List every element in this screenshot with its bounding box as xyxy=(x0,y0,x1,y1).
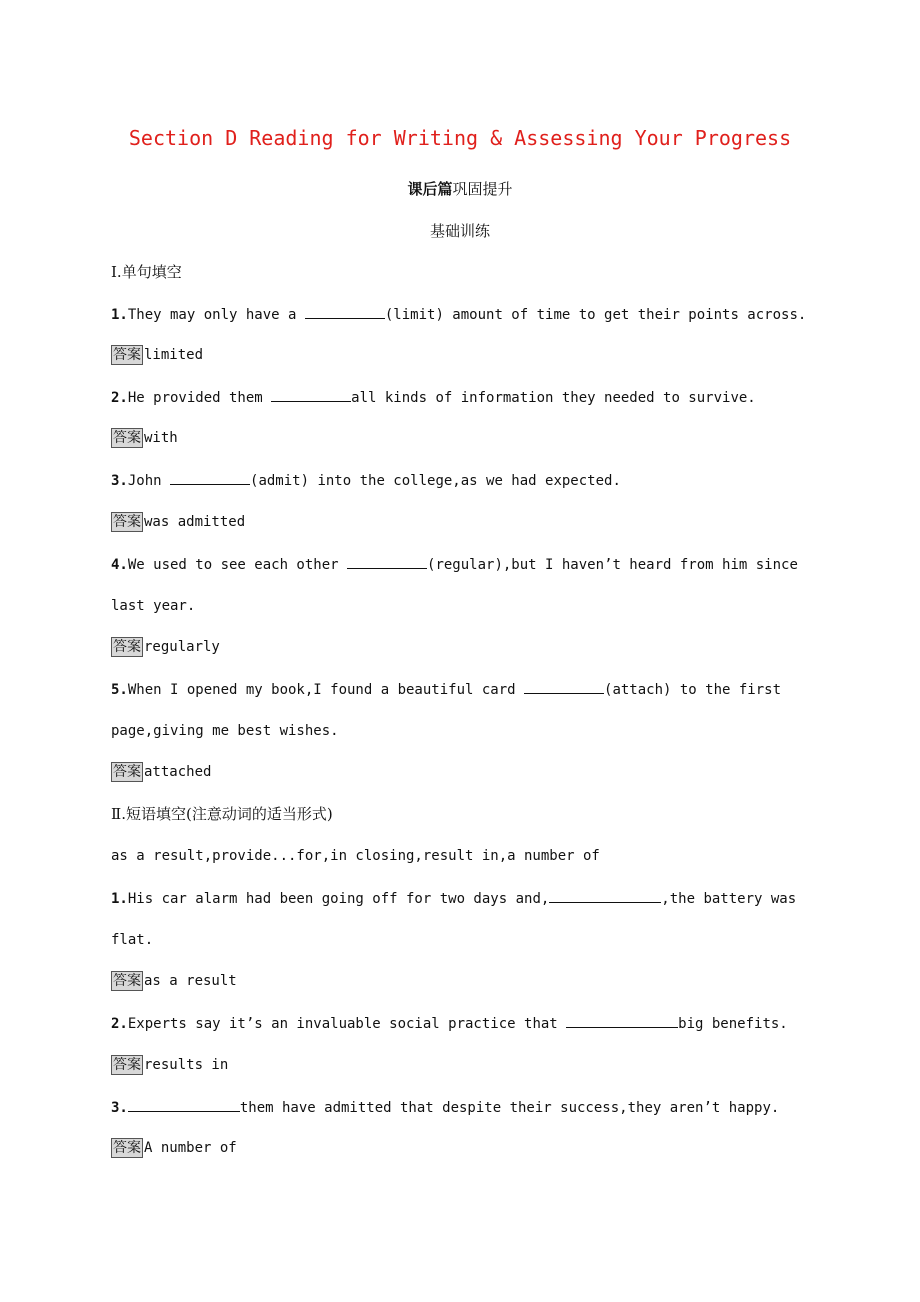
question-2-3 xyxy=(111,1097,779,1118)
question-text-after: (attach) to the first xyxy=(604,682,782,698)
answer-blank xyxy=(549,888,661,903)
question-1-1 xyxy=(111,304,806,325)
answer-badge: 答案 xyxy=(113,764,141,780)
subtitle-bold: 课后篇 xyxy=(407,180,453,198)
part1-heading: Ⅰ.单句填空 xyxy=(111,263,182,281)
page-subtitle xyxy=(0,178,920,199)
question-number: 3. xyxy=(111,473,128,489)
question-number: 4. xyxy=(111,557,128,573)
subtitle-rest: 巩固提升 xyxy=(452,180,513,198)
question-1-4-cont: last year. xyxy=(111,598,196,614)
question-1-5 xyxy=(111,679,781,700)
answer-2-3 xyxy=(111,1138,237,1158)
answer-blank xyxy=(347,554,427,569)
question-text-before: When I opened my book,I found a beautiful card xyxy=(127,682,525,698)
question-2-1 xyxy=(111,888,796,909)
question-text-after: big benefits. xyxy=(678,1016,788,1032)
question-number: 1. xyxy=(111,307,128,323)
phrase-bank: as a result,provide...for,in closing,result in,a number of xyxy=(111,848,600,864)
answer-2-1 xyxy=(111,971,237,991)
answer-1-1 xyxy=(111,345,203,365)
answer-blank xyxy=(170,470,250,485)
question-text-after: (regular),but I haven’t heard from him since xyxy=(427,557,798,573)
question-1-4 xyxy=(111,554,798,575)
answer-badge: 答案 xyxy=(113,1140,141,1156)
answer-badge: 答案 xyxy=(113,973,141,989)
question-1-2 xyxy=(111,387,756,408)
answer-badge: 答案 xyxy=(113,514,141,530)
answer-1-5 xyxy=(111,762,211,782)
question-text-after: ,the battery was xyxy=(661,891,797,907)
question-text-before: They may only have a xyxy=(127,307,305,323)
question-2-2 xyxy=(111,1013,788,1034)
question-text-after: them have admitted that despite their success,they aren’t happy. xyxy=(239,1100,780,1116)
answer-blank xyxy=(524,679,604,694)
answer-2-2 xyxy=(111,1055,228,1075)
page-title: Section D Reading for Writing & Assessing Your Progress xyxy=(128,126,792,150)
answer-blank xyxy=(128,1097,240,1112)
question-number: 1. xyxy=(111,891,128,907)
question-text-before: His car alarm had been going off for two days and, xyxy=(127,891,550,907)
question-number: 5. xyxy=(111,682,128,698)
question-text-before: We used to see each other xyxy=(127,557,348,573)
question-text-after: (limit) amount of time to get their points across. xyxy=(384,307,807,323)
answer-blank xyxy=(305,304,385,319)
question-text-before: John xyxy=(127,473,171,489)
answer-text: limited xyxy=(144,347,204,363)
answer-1-3 xyxy=(111,512,245,532)
question-text-before: He provided them xyxy=(127,390,272,406)
answer-badge: 答案 xyxy=(113,1057,141,1073)
question-1-3 xyxy=(111,470,621,491)
answer-badge: 答案 xyxy=(113,347,141,363)
question-text-before: Experts say it’s an invaluable social practice that xyxy=(127,1016,567,1032)
answer-badge: 答案 xyxy=(113,430,141,446)
answer-blank xyxy=(271,387,351,402)
answer-1-2 xyxy=(111,428,178,448)
question-text-after: all kinds of information they needed to survive. xyxy=(351,390,756,406)
answer-text: as a result xyxy=(144,973,237,989)
question-2-1-cont: flat. xyxy=(111,932,154,948)
answer-badge: 答案 xyxy=(113,639,141,655)
question-1-5-cont: page,giving me best wishes. xyxy=(111,723,339,739)
answer-text: regularly xyxy=(144,639,220,655)
part2-heading: Ⅱ.短语填空(注意动词的适当形式) xyxy=(111,805,333,823)
question-number: 2. xyxy=(111,390,128,406)
question-text-after: (admit) into the college,as we had expected. xyxy=(250,473,621,489)
answer-text: A number of xyxy=(144,1140,237,1156)
question-number: 3. xyxy=(111,1100,128,1116)
answer-text: attached xyxy=(144,764,212,780)
answer-text: results in xyxy=(144,1057,229,1073)
answer-text: was admitted xyxy=(144,514,246,530)
answer-1-4 xyxy=(111,637,220,657)
answer-blank xyxy=(566,1013,678,1028)
question-number: 2. xyxy=(111,1016,128,1032)
answer-text: with xyxy=(144,430,178,446)
section-label: 基础训练 xyxy=(429,222,490,240)
